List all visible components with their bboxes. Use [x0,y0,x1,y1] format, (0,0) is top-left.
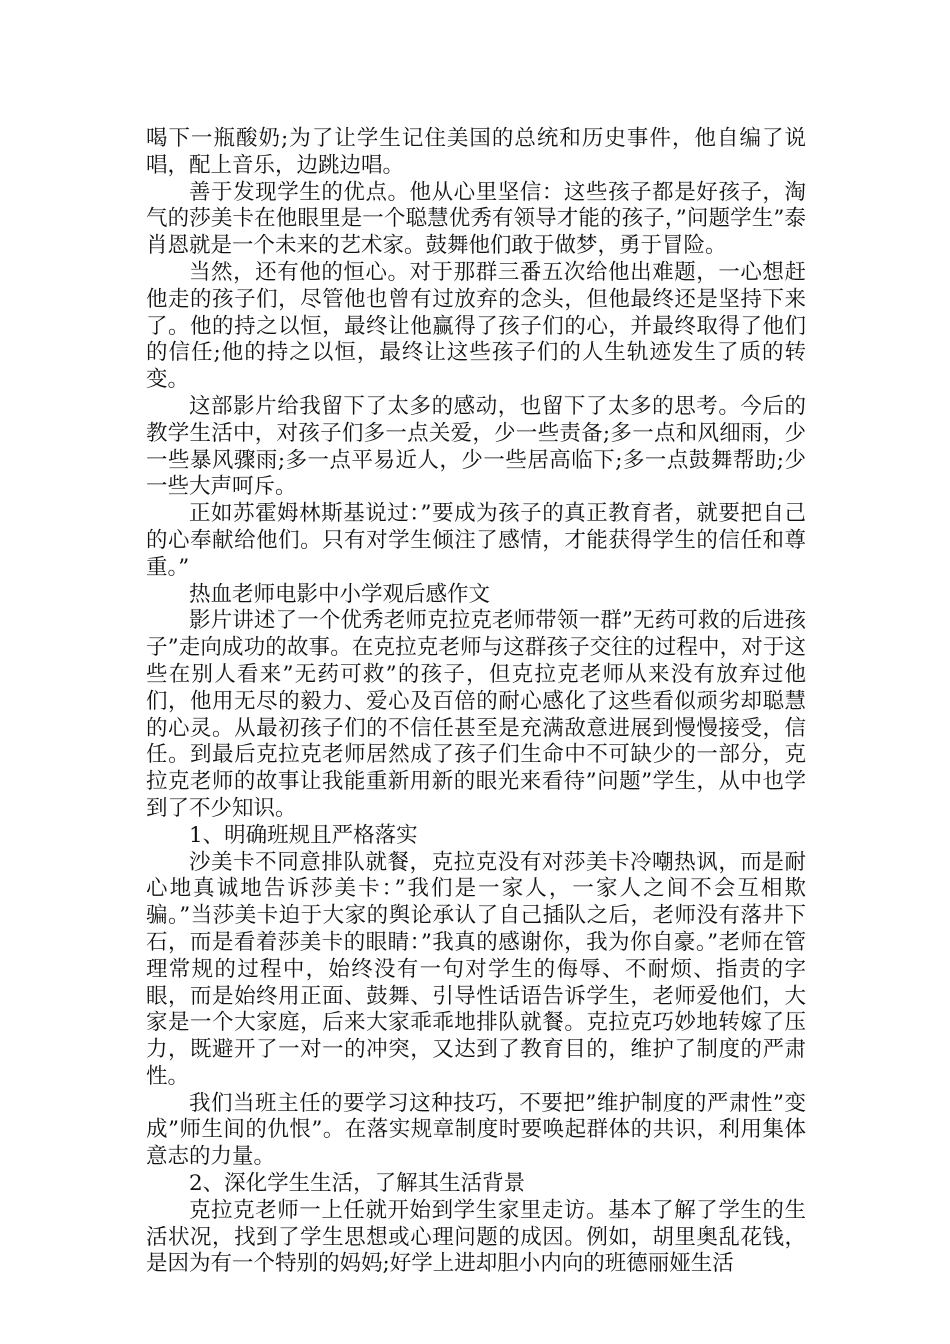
paragraph: 善于发现学生的优点。他从心里坚信：这些孩子都是好孩子，淘气的莎美卡在他眼里是一个聪慧优秀有领导才能的孩子，”问题学生”泰肖恩就是一个未来的艺术家。鼓舞他们敢于做梦，勇于冒险。 [146,179,806,259]
paragraph: 这部影片给我留下了太多的感动，也留下了太多的思考。今后的教学生活中，对孩子们多一点关爱，少一些责备;多一点和风细雨，少一些暴风骤雨;多一点平易近人，少一些居高临下;多一点鼓舞帮助;少一些大声呵斥。 [146,393,806,500]
paragraph: 影片讲述了一个优秀老师克拉克老师带领一群”无药可救的后进孩子”走向成功的故事。在克拉克老师与这群孩子交往的过程中，对于这些在别人看来”无药可救”的孩子，但克拉克老师从来没有放弃过他们，他用无尽的毅力、爱心及百倍的耐心感化了这些看似顽劣却聪慧的心灵。从最初孩子们的不信任甚至是充满敌意进展到慢慢接受，信任。到最后克拉克老师居然成了孩子们生命中不可缺少的一部分，克拉克老师的故事让我能重新用新的眼光来看待”问题”学生，从中也学到了不少知识。 [146,608,806,821]
paragraph: 当然，还有他的恒心。对于那群三番五次给他出难题，一心想赶他走的孩子们，尽管他也曾有过放弃的念头，但他最终还是坚持下来了。他的持之以恒，最终让他赢得了孩子们的心，并最终取得了他们的信任;他的持之以恒，最终让这些孩子们的人生轨迹发生了质的转变。 [146,259,806,393]
subheading: 2、深化学生生活，了解其生活背景 [189,1171,526,1197]
document-body [146,126,806,1278]
section-title: 热血老师电影中小学观后感作文 [189,581,491,607]
paragraph-continuation: 喝下一瓶酸奶;为了让学生记住美国的总统和历史事件，他自编了说唱，配上音乐，边跳边唱。 [146,126,806,178]
subheading: 1、明确班规且严格落实 [189,822,418,848]
paragraph: 沙美卡不同意排队就餐，克拉克没有对莎美卡冷嘲热讽，而是耐心地真诚地告诉莎美卡：”我们是一家人，一家人之间不会互相欺骗。”当莎美卡迫于大家的舆论承认了自己插队之后，老师没有落井下石，而是看着莎美卡的眼睛：”我真的感谢你，我为你自豪。”老师在管理常规的过程中，始终没有一句对学生的侮辱、不耐烦、指责的字眼，而是始终用正面、鼓舞、引导性话语告诉学生，老师爱他们，大家是一个大家庭，后来大家乖乖地排队就餐。克拉克巧妙地转嫁了压力，既避开了一对一的冲突，又达到了教育目的，维护了制度的严肃性。 [146,849,806,1089]
paragraph: 我们当班主任的要学习这种技巧，不要把”维护制度的严肃性”变成”师生间的仇恨”。在落实规章制度时要唤起群体的共识，利用集体意志的力量。 [146,1090,806,1170]
paragraph: 克拉克老师一上任就开始到学生家里走访。基本了解了学生的生活状况，找到了学生思想或心理问题的成因。例如，胡里奥乱花钱，是因为有一个特别的妈妈;好学上进却胆小内向的班德丽娅生活 [146,1197,806,1277]
paragraph: 正如苏霍姆林斯基说过：”要成为孩子的真正教育者，就要把自己的心奉献给他们。只有对学生倾注了感情，才能获得学生的信任和尊重。” [146,501,806,580]
